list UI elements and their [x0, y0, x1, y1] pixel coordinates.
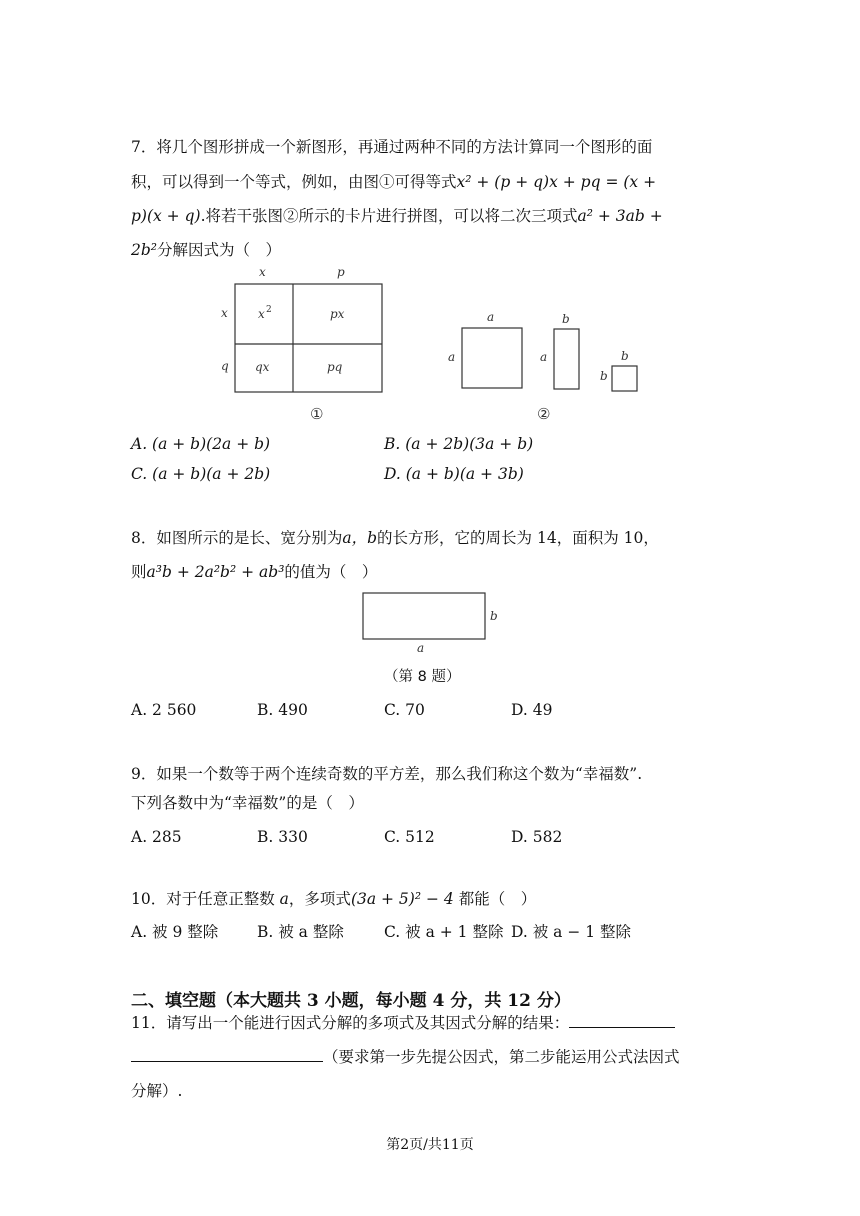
- q8-option-b: B. 490: [257, 701, 308, 719]
- q7-line2: [131, 172, 656, 192]
- fig1-top-p: p: [337, 265, 345, 279]
- fig1-left-q: q: [221, 359, 229, 373]
- q8-line1-vars: a，b: [342, 529, 378, 547]
- fig2-rect-ab: [554, 329, 579, 389]
- q9-line2: 下列各数中为“幸福数”的是（ ）: [131, 794, 364, 812]
- q8-label-a: a: [417, 641, 425, 655]
- fig2-square-b-left: b: [600, 369, 608, 383]
- page-footer: 第2页/共11页: [386, 1137, 474, 1153]
- q8-expression: a³b + 2a²b² + ab³: [146, 563, 285, 581]
- fig1-cell-x2: x: [258, 307, 265, 321]
- q7-equation-part2: p)(x + q): [131, 207, 201, 225]
- fig2-square-b: [612, 366, 637, 391]
- q7-trinomial-part1: a² + 3ab +: [577, 207, 663, 225]
- fig1-top-x: x: [259, 265, 266, 279]
- q7-option-d: D. (a + b)(a + 3b): [384, 465, 524, 483]
- q7-line3-text: .将若干张图②所示的卡片进行拼图，可以将二次三项式: [200, 207, 578, 225]
- q9-line1: 9．如果一个数等于两个连续奇数的平方差，那么我们称这个数为“幸福数”.: [131, 765, 643, 783]
- q11-line1-text: 11．请写出一个能进行因式分解的多项式及其因式分解的结果：: [131, 1014, 570, 1032]
- fig1-caption: ①: [310, 405, 324, 423]
- fig2-rect-b-top: b: [562, 312, 570, 326]
- q7-equation-part1: x² + (p + q)x + pq = (x +: [456, 173, 657, 191]
- fig1-cell-qx: qx: [255, 360, 270, 374]
- q7-line4: [131, 240, 281, 260]
- q7-line4-text: 分解因式为（ ）: [157, 241, 282, 259]
- q7-line3: [131, 206, 663, 226]
- q8-line2-text-a: 则: [131, 563, 147, 581]
- fig2-square-a-top: a: [487, 310, 495, 324]
- q9-option-a: A. 285: [131, 828, 182, 846]
- fig1-cell-x2-sup: 2: [266, 305, 272, 315]
- section-2-heading: 二、填空题（本大题共 3 小题，每小题 4 分，共 12 分）: [131, 991, 571, 1011]
- q7-option-a: A. (a + b)(2a + b): [131, 435, 271, 453]
- q10-option-d: D. 被 a − 1 整除: [511, 923, 632, 941]
- q7-line1: 7．将几个图形拼成一个新图形，再通过两种不同的方法计算同一个图形的面: [131, 138, 653, 156]
- q8-figure-caption: （第 8 题）: [384, 669, 461, 685]
- q8-label-b: b: [490, 609, 498, 623]
- q11-line3: 分解）.: [131, 1082, 183, 1100]
- fig1-cell-px: px: [330, 307, 345, 321]
- q7-option-c: C. (a + b)(a + 2b): [131, 465, 271, 483]
- fig1-cell-pq: pq: [327, 360, 343, 374]
- q10-option-a: A. 被 9 整除: [131, 923, 219, 941]
- q7-option-b: B. (a + 2b)(3a + b): [384, 435, 534, 453]
- q8-line1-text-a: 8．如图所示的是长、宽分别为: [131, 529, 343, 547]
- q7-figure-2: [440, 305, 650, 430]
- q11-line2-text: （要求第一步先提公因式，第二步能运用公式法因式: [323, 1048, 680, 1066]
- fig2-square-a: [462, 328, 522, 388]
- q11-line1: [131, 1013, 675, 1033]
- q8-option-d: D. 49: [511, 701, 553, 719]
- q8-figure: [355, 588, 515, 658]
- q10-var-a: a: [279, 890, 289, 908]
- fig1-outer-rect: [235, 284, 382, 392]
- fig1-left-x: x: [221, 306, 228, 320]
- fig2-caption: ②: [537, 405, 551, 423]
- q8-rectangle: [363, 593, 485, 639]
- q11-line2: [131, 1047, 680, 1067]
- q7-trinomial-part2: 2b²: [131, 241, 157, 259]
- q8-option-a: A. 2 560: [131, 701, 197, 719]
- q8-line1: [131, 528, 659, 548]
- q11-answer-blank-1[interactable]: [569, 1013, 675, 1028]
- q10-text-c: ，多项式: [288, 890, 351, 908]
- q10-text-a: 10．对于任意正整数: [131, 890, 275, 908]
- q10-text-e: 都能（ ）: [458, 890, 537, 908]
- q9-option-b: B. 330: [257, 828, 308, 846]
- q7-line2-text: 积，可以得到一个等式，例如，由图①可得等式: [131, 173, 457, 191]
- q8-line2-text-c: 的值为（ ）: [284, 563, 378, 581]
- fig2-square-a-left: a: [448, 350, 456, 364]
- fig2-square-b-top: b: [621, 349, 629, 363]
- q9-option-c: C. 512: [384, 828, 435, 846]
- q7-figure-1: [215, 262, 395, 427]
- q8-line1-text-c: 的长方形，它的周长为 14，面积为 10，: [377, 529, 659, 547]
- q10-option-b: B. 被 a 整除: [257, 923, 344, 941]
- q11-answer-blank-2[interactable]: [131, 1047, 323, 1062]
- fig2-rect-a-left: a: [540, 350, 548, 364]
- q10-polynomial: (3a + 5)² − 4: [350, 890, 454, 908]
- q10-line1: [131, 889, 536, 909]
- q8-option-c: C. 70: [384, 701, 425, 719]
- q9-option-d: D. 582: [511, 828, 563, 846]
- q8-line2: [131, 562, 377, 582]
- q10-option-c: C. 被 a + 1 整除: [384, 923, 504, 941]
